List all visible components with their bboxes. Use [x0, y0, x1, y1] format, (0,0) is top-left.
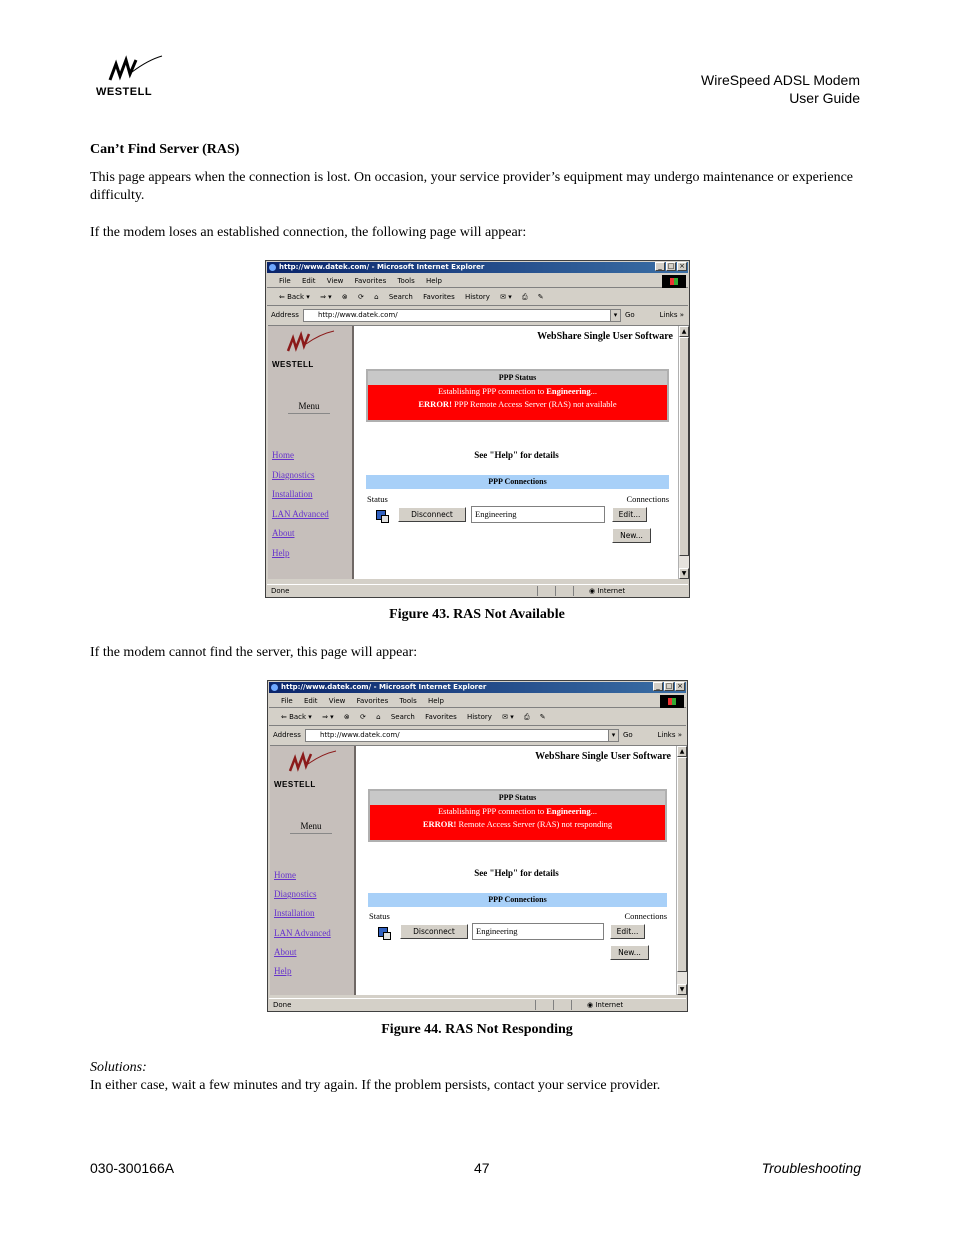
page-logo-wordmark: WESTELL — [274, 780, 316, 789]
address-bar — [269, 727, 686, 744]
nav-link-lan-advanced[interactable]: LAN Advanced — [274, 927, 331, 938]
solutions — [90, 1059, 660, 1095]
windows-logo-icon — [662, 275, 686, 288]
refresh-icon[interactable]: ⟳ — [360, 713, 366, 721]
edit-button[interactable]: Edit... — [610, 924, 645, 939]
menu-help[interactable]: Help — [427, 697, 444, 705]
history-button[interactable]: History — [466, 713, 492, 721]
connections-label: Connections — [624, 911, 667, 921]
ie-icon — [271, 684, 278, 691]
search-button[interactable]: Search — [388, 293, 413, 301]
left-nav-pane — [268, 326, 354, 579]
menu-bar — [267, 274, 688, 288]
page-logo — [274, 749, 342, 789]
menu-favorites[interactable]: Favorites — [354, 277, 387, 285]
go-button[interactable]: Go — [625, 311, 635, 319]
ppp-status-heading: PPP Status — [370, 791, 665, 805]
close-button[interactable]: × — [677, 262, 687, 271]
favorites-button[interactable]: Favorites — [425, 713, 457, 721]
nav-links — [272, 446, 329, 563]
stop-icon[interactable]: ⊗ — [343, 713, 350, 721]
figure1-caption: Figure 43. RAS Not Available — [389, 607, 565, 622]
page-title: WebShare Single User Software — [535, 751, 671, 762]
nav-link-help[interactable]: Help — [272, 547, 290, 558]
scroll-thumb[interactable] — [679, 337, 689, 556]
links-button[interactable]: Links » — [659, 311, 684, 319]
error-message: ERROR! PPP Remote Access Server (RAS) not available — [418, 399, 617, 409]
page-logo-wordmark: WESTELL — [272, 360, 314, 369]
address-dropdown-icon[interactable]: ▾ — [608, 730, 618, 741]
address-value: http://www.datek.com/ — [318, 311, 398, 319]
connections-label: Connections — [626, 494, 669, 504]
forward-button[interactable]: ⇒ ▾ — [320, 293, 332, 301]
logo-wordmark: WESTELL — [96, 86, 153, 98]
menu-file[interactable]: File — [279, 277, 291, 285]
section-title: Can’t Find Server (RAS) — [90, 142, 240, 157]
new-button[interactable]: New... — [612, 528, 651, 543]
toolbar — [269, 709, 686, 726]
page-logo — [272, 329, 340, 369]
westell-swoosh-icon — [96, 54, 168, 84]
scroll-thumb[interactable] — [677, 757, 687, 972]
menu-favorites[interactable]: Favorites — [356, 697, 389, 705]
menu-tools[interactable]: Tools — [399, 697, 417, 705]
address-input[interactable] — [303, 309, 621, 322]
browser-titlebar — [267, 262, 688, 273]
edit-button[interactable]: Edit... — [612, 507, 647, 522]
menu-bar — [269, 694, 686, 708]
status-bar — [267, 584, 688, 596]
nav-link-about[interactable]: About — [274, 946, 297, 957]
status-bar — [269, 998, 686, 1010]
westell-swoosh-icon — [272, 329, 340, 355]
browser-title: http://www.datek.com/ - Microsoft Internet Explorer — [279, 263, 485, 271]
go-button[interactable]: Go — [623, 731, 633, 739]
figure2-caption: Figure 44. RAS Not Responding — [381, 1022, 573, 1037]
browser-window-figure2 — [267, 680, 688, 1012]
browser-titlebar — [269, 682, 686, 693]
status-label: Status — [369, 911, 390, 921]
ppp-status-box — [368, 789, 667, 842]
back-button[interactable]: ⇐ Back ▾ — [281, 713, 312, 721]
header-product-line2: User Guide — [789, 90, 860, 106]
status-zone: ◉ Internet — [587, 1001, 624, 1009]
nav-link-diagnostics[interactable]: Diagnostics — [272, 469, 315, 480]
status-done: Done — [273, 1001, 292, 1009]
nav-link-installation[interactable]: Installation — [272, 489, 313, 499]
nav-link-about[interactable]: About — [272, 528, 295, 538]
solutions-text: In either case, wait a few minutes and try again. If the problem persists, contact your service provider. — [90, 1078, 661, 1093]
figure1-lead-in: If the modem loses an established connection, the following page will appear: — [90, 225, 527, 240]
toolbar — [267, 289, 688, 306]
menu-file[interactable]: File — [281, 697, 293, 705]
page-content — [270, 745, 687, 995]
nav-link-diagnostics[interactable]: Diagnostics — [274, 889, 317, 900]
menu-edit[interactable]: Edit — [301, 277, 316, 285]
ppp-status-box — [366, 369, 669, 422]
see-help-text: See "Help" for details — [474, 868, 559, 878]
scroll-up-icon[interactable]: ▲ — [679, 326, 689, 337]
favorites-button[interactable]: Favorites — [423, 293, 455, 301]
ppp-status-heading: PPP Status — [368, 371, 667, 385]
scroll-down-icon[interactable]: ▼ — [679, 568, 689, 579]
ie-icon — [269, 264, 276, 271]
disconnect-button[interactable]: Disconnect — [400, 924, 468, 939]
address-dropdown-icon[interactable]: ▾ — [610, 310, 620, 321]
connection-name-field[interactable]: Engineering — [471, 506, 605, 523]
address-bar — [267, 307, 688, 324]
nav-link-home[interactable]: Home — [272, 450, 294, 460]
edit-icon[interactable]: ✎ — [539, 713, 546, 721]
menu-edit[interactable]: Edit — [303, 697, 318, 705]
footer-section: Troubleshooting — [761, 1160, 861, 1176]
header-product — [701, 71, 860, 107]
refresh-icon[interactable]: ⟳ — [358, 293, 364, 301]
figure2-lead-in: If the modem cannot find the server, this page will appear: — [90, 645, 418, 660]
footer-doc-number: 030-300166A — [90, 1160, 175, 1176]
error-message: ERROR! Remote Access Server (RAS) not responding — [422, 819, 613, 829]
back-button[interactable]: ⇐ Back ▾ — [279, 293, 310, 301]
close-button[interactable]: × — [675, 682, 685, 691]
home-icon[interactable]: ⌂ — [374, 293, 379, 301]
menu-help[interactable]: Help — [425, 277, 442, 285]
browser-title: http://www.datek.com/ - Microsoft Internet Explorer — [281, 683, 487, 691]
westell-logo — [96, 54, 168, 98]
main-pane — [358, 746, 675, 995]
menu-view[interactable]: View — [326, 277, 344, 285]
home-icon[interactable]: ⌂ — [376, 713, 381, 721]
intro-paragraph: This page appears when the connection is lost. On occasion, your service provider’s equipment may undergo maintenance or experience difficulty. — [90, 170, 854, 203]
maximize-button[interactable]: □ — [665, 682, 673, 690]
establishing-message: Establishing PPP connection to Engineering... — [437, 386, 598, 396]
nav-menu-title: Menu — [288, 401, 330, 414]
scroll-down-icon[interactable]: ▼ — [677, 984, 687, 995]
page-title: WebShare Single User Software — [537, 331, 673, 342]
ppp-connections-heading: PPP Connections — [366, 475, 669, 489]
print-icon[interactable]: ⎙ — [523, 713, 530, 721]
browser-window-figure1 — [265, 260, 690, 598]
minimize-button[interactable]: _ — [653, 682, 663, 691]
mail-icon[interactable]: ✉ ▾ — [500, 293, 512, 301]
menu-view[interactable]: View — [328, 697, 346, 705]
maximize-button[interactable]: □ — [667, 262, 675, 270]
nav-menu-title: Menu — [290, 821, 332, 834]
main-pane — [356, 326, 677, 579]
nav-links — [274, 866, 331, 981]
nav-link-home[interactable]: Home — [274, 870, 296, 880]
stop-icon[interactable]: ⊗ — [341, 293, 348, 301]
status-zone: ◉ Internet — [589, 587, 626, 595]
connection-name-field[interactable]: Engineering — [472, 923, 604, 940]
mail-icon[interactable]: ✉ ▾ — [502, 713, 514, 721]
window-controls — [655, 262, 687, 271]
window-controls — [653, 682, 685, 691]
links-button[interactable]: Links » — [657, 731, 682, 739]
address-label: Address — [273, 731, 301, 739]
footer-page-number: 47 — [474, 1160, 490, 1176]
scroll-up-icon[interactable]: ▲ — [677, 746, 687, 757]
vertical-scrollbar[interactable] — [676, 746, 687, 995]
network-connection-icon — [378, 927, 388, 937]
nav-link-installation[interactable]: Installation — [274, 908, 315, 919]
page-content — [268, 325, 689, 579]
ppp-connections-heading: PPP Connections — [368, 893, 667, 907]
menu-tools[interactable]: Tools — [397, 277, 415, 285]
new-button[interactable]: New... — [610, 945, 649, 960]
print-icon[interactable]: ⎙ — [521, 293, 528, 301]
nav-link-lan-advanced[interactable]: LAN Advanced — [272, 508, 329, 519]
address-input[interactable] — [305, 729, 619, 742]
minimize-button[interactable]: _ — [655, 262, 665, 271]
address-value: http://www.datek.com/ — [320, 731, 400, 739]
address-label: Address — [271, 311, 299, 319]
establishing-message: Establishing PPP connection to Engineering... — [437, 806, 598, 816]
solutions-label: Solutions: — [90, 1060, 147, 1075]
left-nav-pane — [270, 746, 356, 995]
nav-link-help[interactable]: Help — [274, 966, 292, 977]
westell-swoosh-icon — [274, 749, 342, 775]
vertical-scrollbar[interactable] — [678, 326, 689, 579]
see-help-text: See "Help" for details — [474, 450, 559, 460]
edit-icon[interactable]: ✎ — [537, 293, 544, 301]
search-button[interactable]: Search — [390, 713, 415, 721]
disconnect-button[interactable]: Disconnect — [398, 507, 466, 522]
network-connection-icon — [376, 510, 386, 520]
status-label: Status — [367, 494, 388, 504]
windows-logo-icon — [660, 695, 684, 708]
header-product-line1: WireSpeed ADSL Modem — [701, 72, 860, 88]
forward-button[interactable]: ⇒ ▾ — [322, 713, 334, 721]
history-button[interactable]: History — [464, 293, 490, 301]
status-done: Done — [271, 587, 290, 595]
